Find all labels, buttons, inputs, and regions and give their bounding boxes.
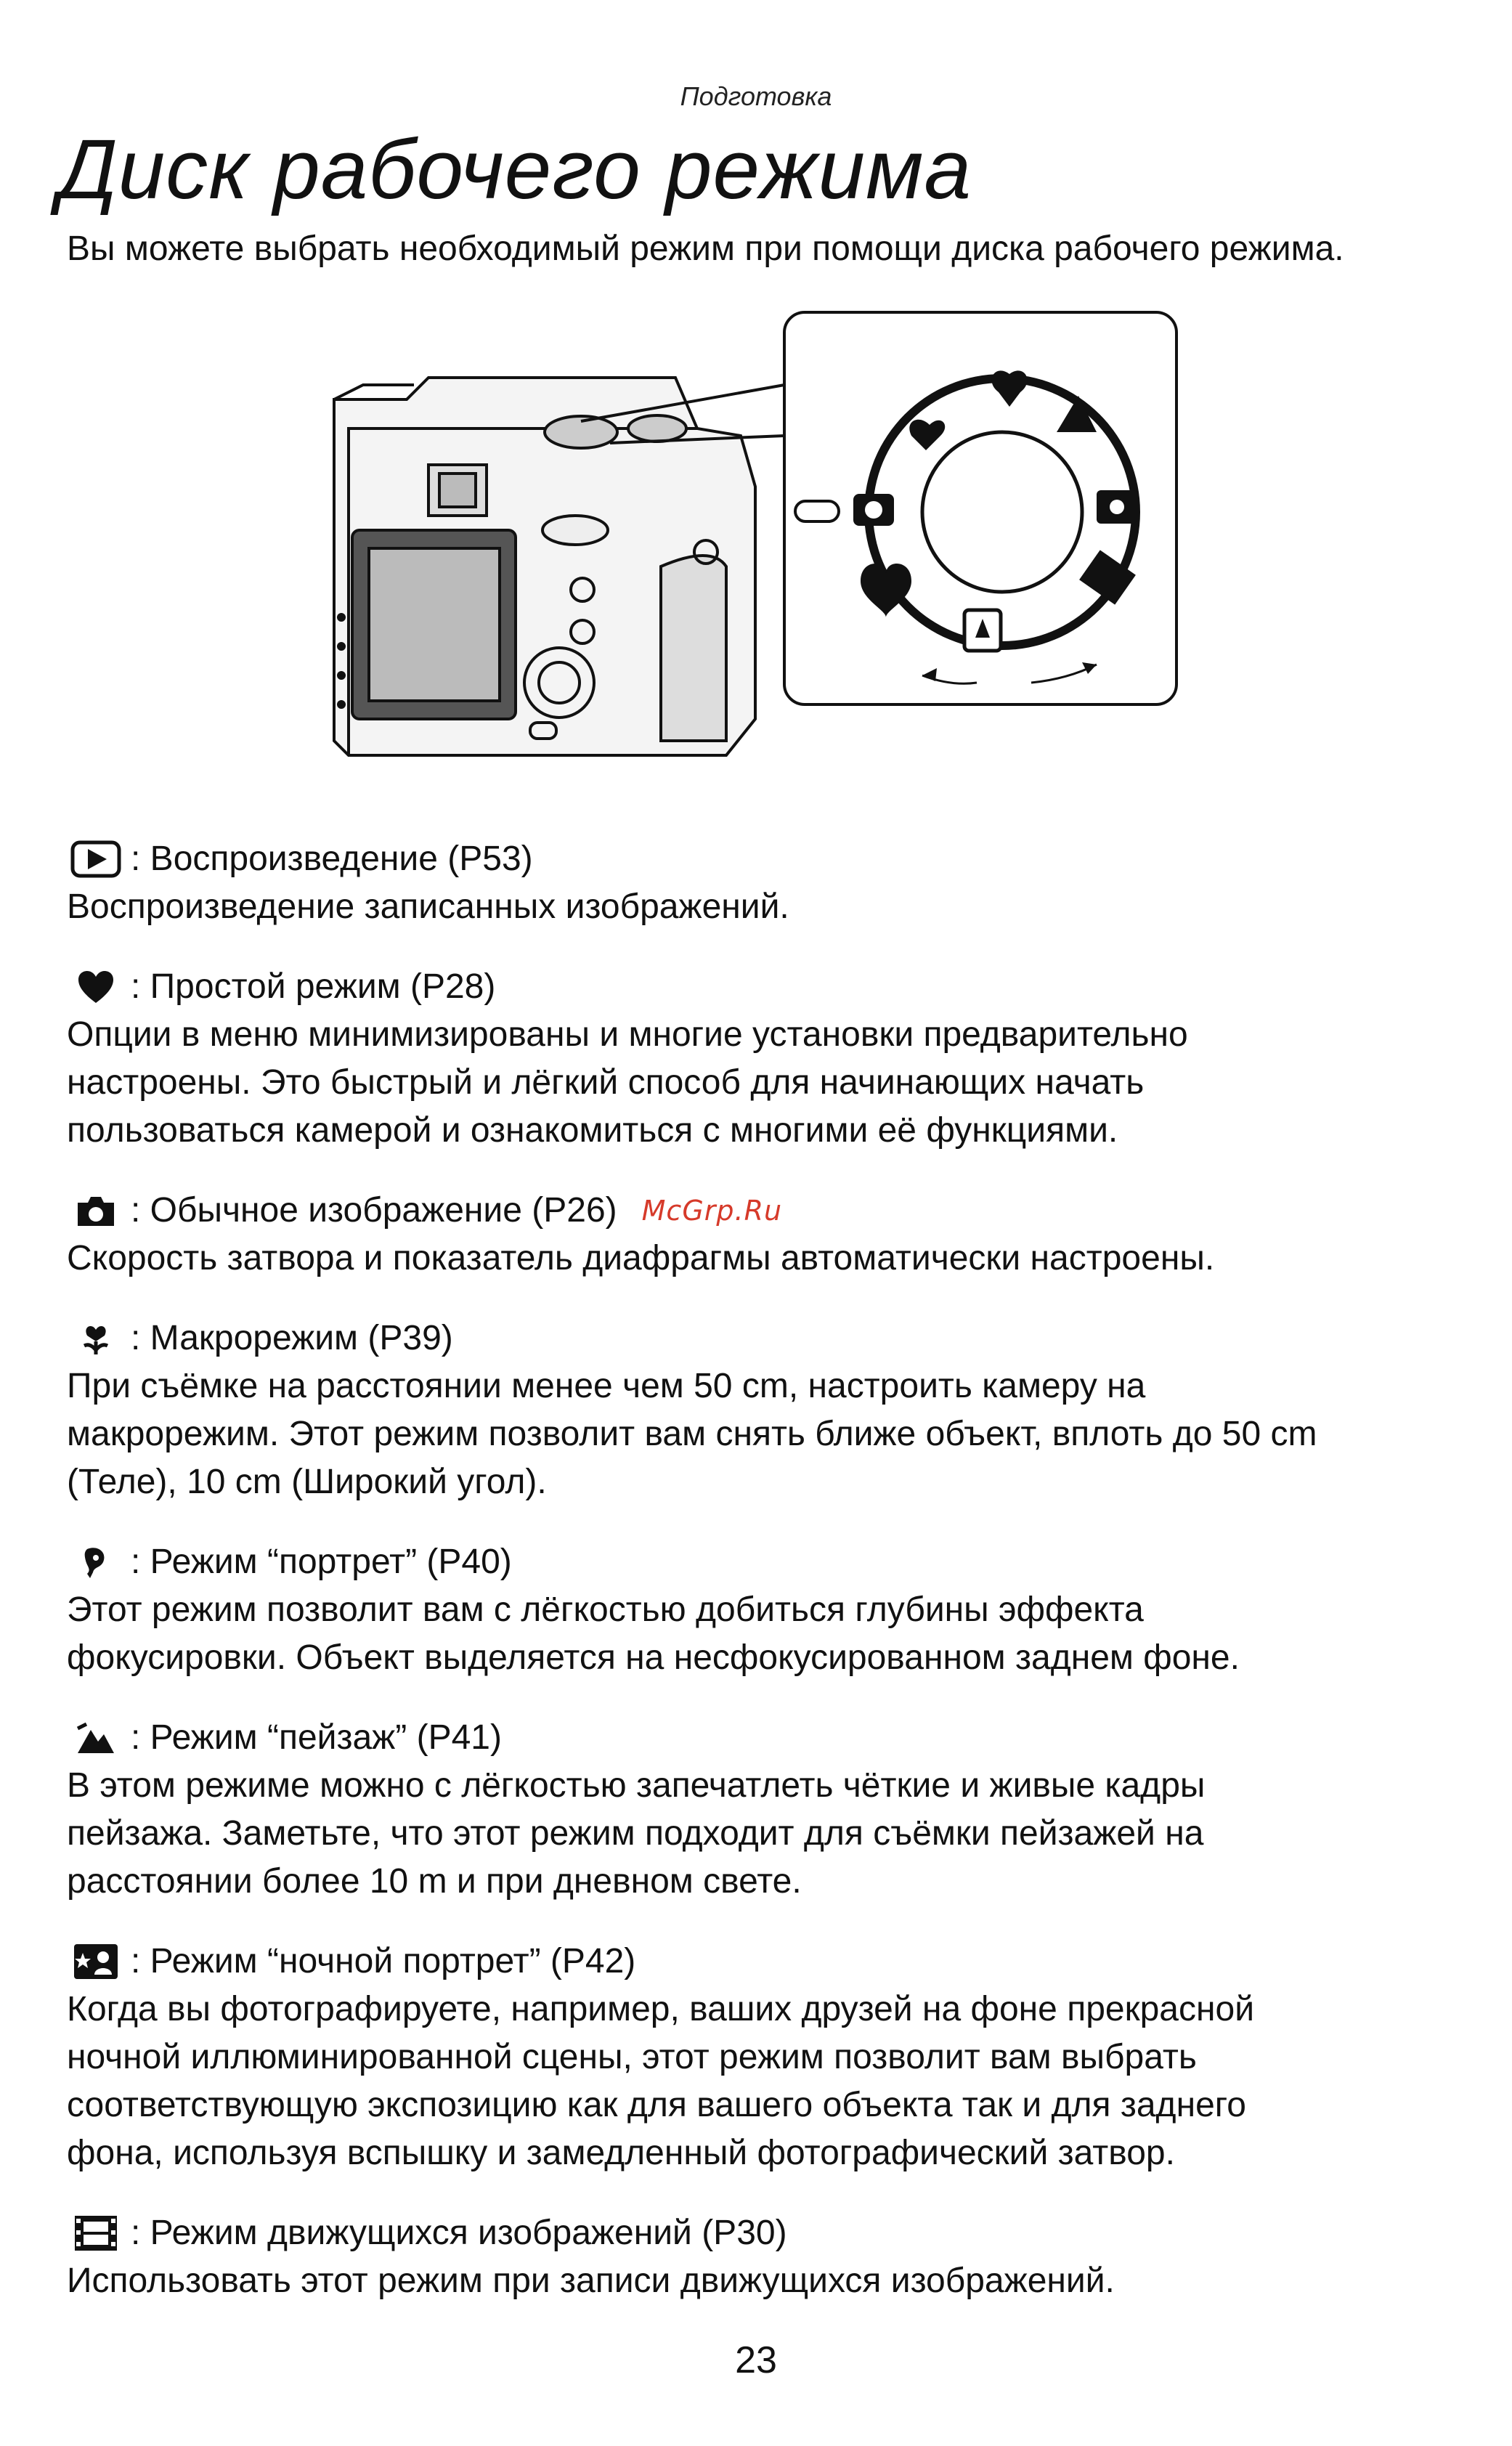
entry-description: Опции в меню минимизированы и многие установки предварительно настроены. Это быстрый и лёгкий способ для начинающих начать пользоваться камерой и ознакомиться с многими её функциями. [67,1015,1188,1150]
list-item [67,1938,1468,2177]
entry-description: При съёмке на расстоянии менее чем 50 cm, настроить камеру на макрорежим. Этот режим позволит вам снять ближе объект, вплоть до 50 cm (Теле), 10 cm (Широкий угол). [67,1367,1317,1501]
playback-icon [67,839,125,879]
entry-label: : Воспроизведение (P53) [131,840,533,878]
list-item [67,1714,1468,1906]
landscape-icon [67,1718,125,1758]
watermark: McGrp.Ru [641,1195,783,1227]
entry-description: Когда вы фотографируете, например, ваших друзей на фоне прекрасной ночной иллюминированной сцены, этот режим позволит вам выбрать соответствующую экспозицию как для вашего объекта так и для заднего фона, используя вспышку и замедленный фотографический затвор. [67,1990,1254,2172]
entry-label: : Режим движущихся изображений (P30) [131,2214,787,2252]
night-portrait-icon [67,1941,125,1982]
entry-label: : Простой режим (P28) [131,967,496,1006]
page-title: Диск рабочего режима [58,122,972,216]
camera-mode-dial-illustration [320,305,1184,813]
list-item [67,1187,1468,1283]
entry-label: : Режим “ночной портрет” (P42) [131,1942,636,1980]
macro-icon [67,1318,125,1359]
mode-list [67,835,1468,2337]
entry-label: : Режим “портрет” (P40) [131,1543,512,1581]
heart-icon [67,967,125,1007]
entry-label: : Макрорежим (P39) [131,1319,453,1357]
page-number: 23 [735,2339,777,2381]
entry-label: : Обычное изображение (P26) [131,1191,617,1230]
list-item [67,1538,1468,1682]
intro-text: Вы можете выбрать необходимый режим при помощи диска рабочего режима. [67,229,1344,268]
portrait-icon [67,1542,125,1582]
list-item [67,2209,1468,2305]
movie-icon [67,2213,125,2254]
list-item [67,963,1468,1155]
list-item [67,835,1468,931]
entry-description: Воспроизведение записанных изображений. [67,887,789,926]
list-item [67,1315,1468,1506]
entry-description: Этот режим позволит вам с лёгкостью добиться глубины эффекта фокусировки. Объект выделяется на несфокусированном заднем фоне. [67,1590,1240,1677]
camera-icon [67,1190,125,1231]
entry-description: Использовать этот режим при записи движущихся изображений. [67,2262,1115,2300]
entry-description: Скорость затвора и показатель диафрагмы автоматически настроены. [67,1239,1215,1277]
entry-description: В этом режиме можно с лёгкостью запечатлеть чёткие и живые кадры пейзажа. Заметьте, что этот режим подходит для съёмки пейзажей на расстоянии более 10 m и при дневном свете. [67,1766,1206,1901]
entry-label: : Режим “пейзаж” (P41) [131,1718,502,1757]
section-label: Подготовка [680,81,832,111]
